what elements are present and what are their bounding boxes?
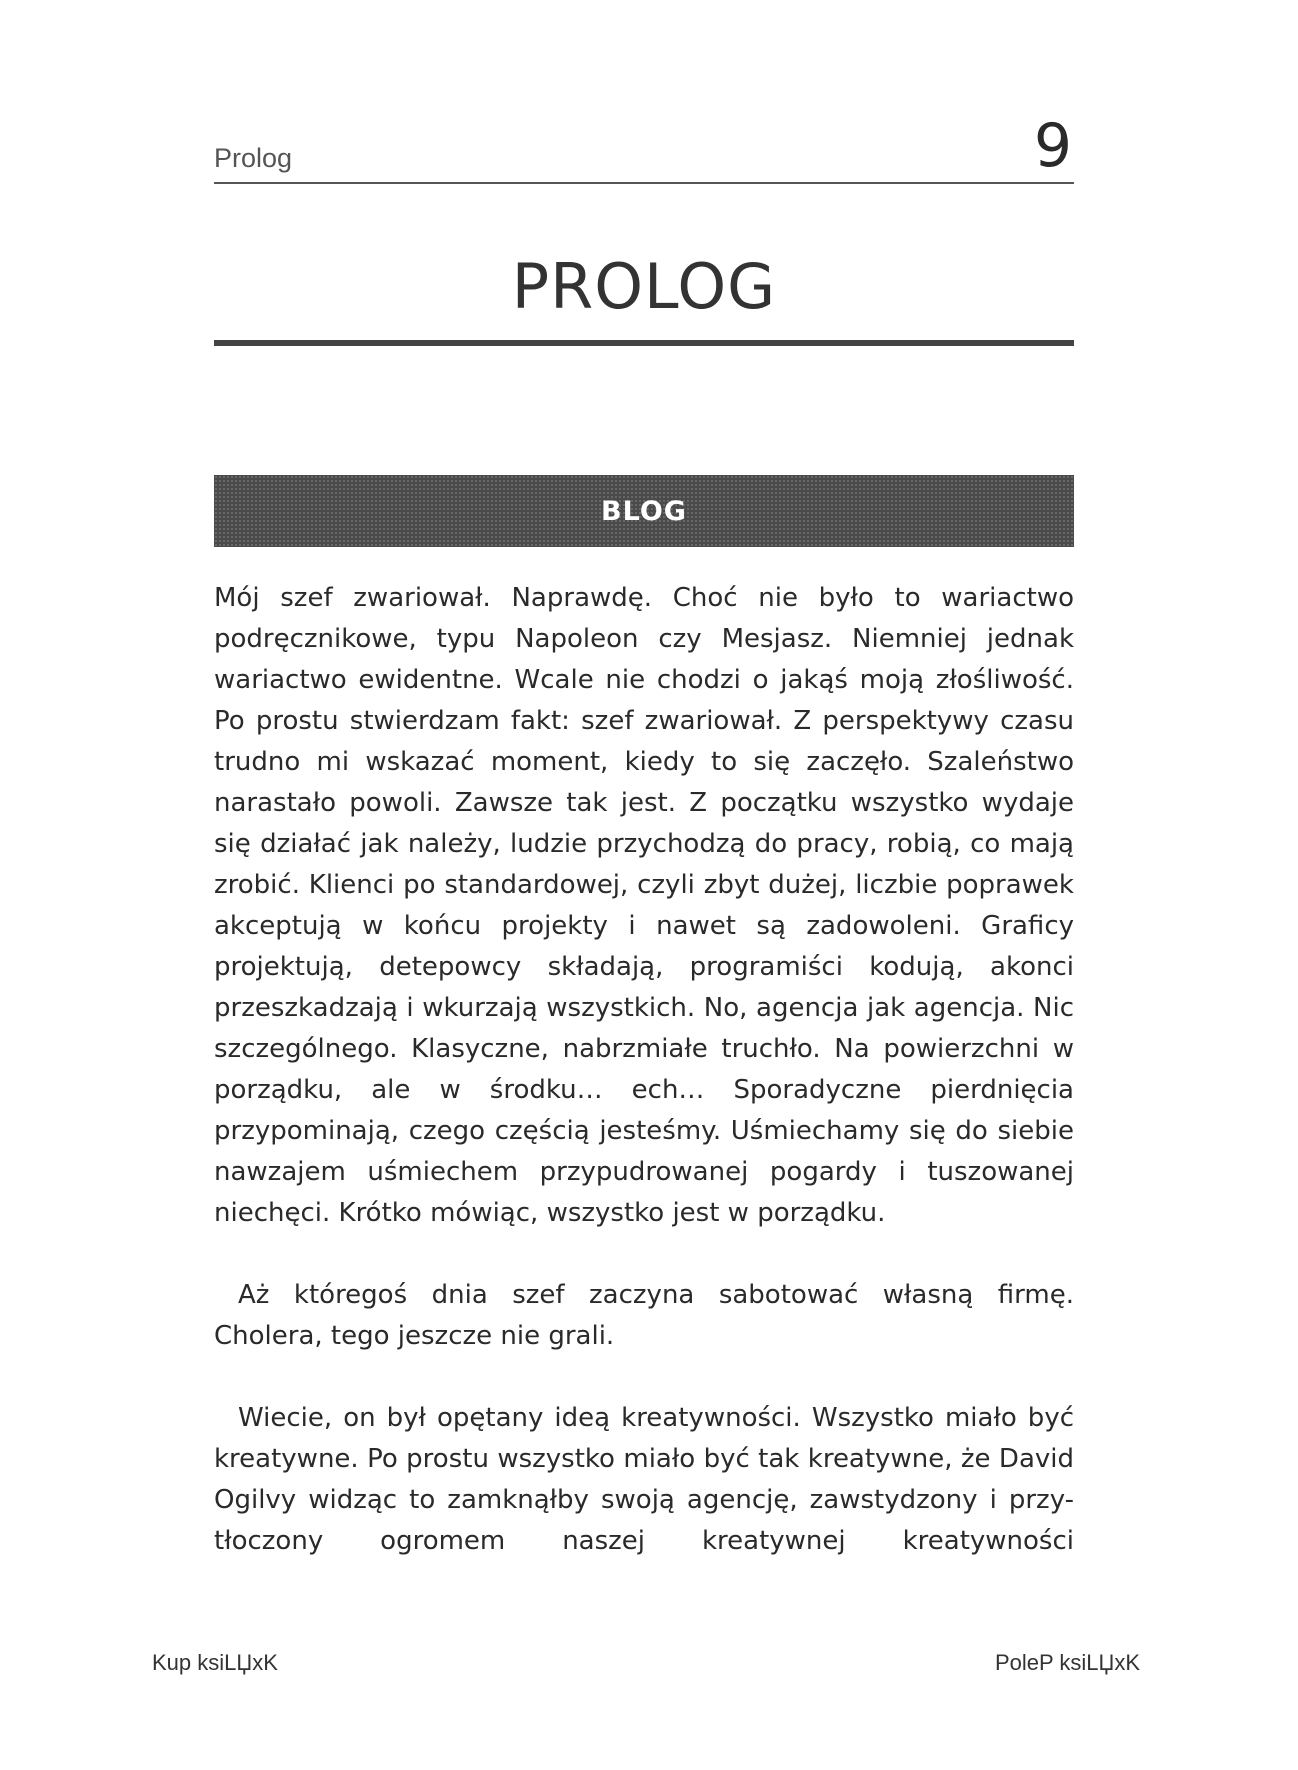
paragraph-2: Aż któregoś dnia szef zaczyna sabotować własną firmę. Cholera, tego jeszcze nie grali. bbox=[214, 1280, 1074, 1351]
section-heading-label: BLOG bbox=[601, 495, 687, 527]
paragraph-1: Mój szef zwariował. Naprawdę. Choć nie było to wariactwo podręcznikowe, typu Napoleon czy Mesjasz. Niemniej jednak wariactwo ewidentne. Wcale nie chodzi o jakąś moją złośliwość. Po prostu stwierdzam fakt: szef zwariował. Z perspektywy czasu trudno mi wskazać moment, kiedy to się zaczęło. Szaleństwo narastało powoli. Zawsze tak jest. Z początku wszystko wydaje się działać jak należy, ludzie przychodzą do pracy, robią, co mają zrobić. Klienci po standardowej, czyli zbyt dużej, liczbie poprawek akceptują w końcu projekty i nawet są zadowoleni. Graficy projektują, detepowcy składają, programiści kodują, akonci przeszkadzają i wkurzają wszystkich. No, agencja jak agencja. Nic szczególnego. Klasyczne, nabrzmiałe truchło. Na powierzchni w porządku, ale w środku… ech… Sporadyczne pierdnięcia przypominają, czego częścią jesteśmy. Uśmiechamy się do siebie nawzajem uśmiechem przypudrowanej pogardy i tuszowanej niechęci. Krótko mówiąc, wszystko jest w porządku. bbox=[214, 583, 1074, 1228]
section-heading-bar bbox=[214, 475, 1074, 547]
footer-recommend-book-link[interactable]: PoleP ksiLЏxK bbox=[994, 1650, 1140, 1675]
chapter-title-rule bbox=[214, 340, 1074, 346]
footer-buy-book-link[interactable]: Kup ksiLЏxK bbox=[152, 1650, 278, 1675]
page-number: 9 bbox=[1033, 111, 1072, 181]
body-text bbox=[214, 578, 1074, 1562]
running-header bbox=[214, 100, 1074, 184]
running-title: Prolog bbox=[214, 143, 293, 173]
paragraph-3: Wiecie, on był opętany ideą kreatywności. Wszystko miało być kreatywne. Po prostu wszystko miało być tak kreatywne, że David Ogilvy widząc to zamknąłby swoją agencję, zawstydzony i przy-tłoczony ogromem naszej kreatywnej kreatywności bbox=[214, 1403, 1074, 1556]
chapter-title: PROLOG bbox=[511, 250, 777, 323]
